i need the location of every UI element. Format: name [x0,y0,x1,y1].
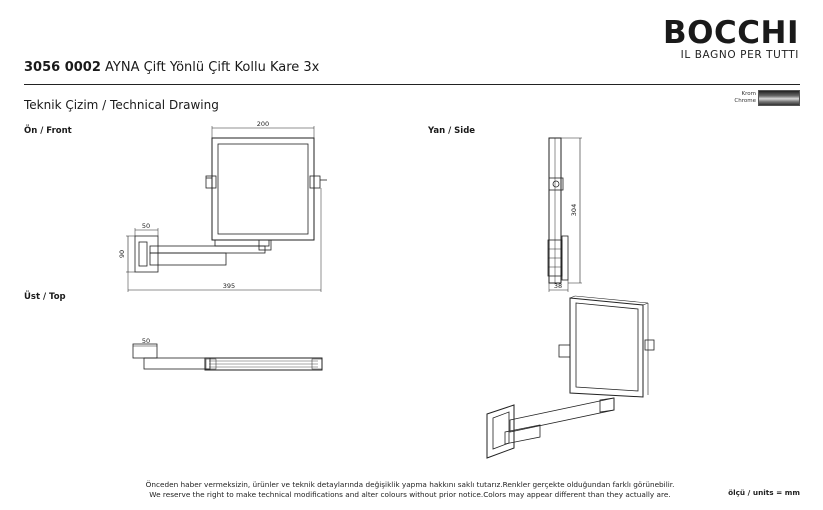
iso-pivot-left [559,345,570,357]
isometric-view-drawing [487,296,654,458]
dim-label-50-top: 50 [141,337,151,345]
product-code: 3056 0002 [24,60,101,75]
iso-mirror-glass [576,303,638,391]
front-wall-plate-inner [139,242,147,266]
dim-label-38: 38 [553,282,563,290]
iso-pivot-right [645,340,654,350]
front-mirror-frame [212,138,314,240]
front-view-label: Ön / Front [24,126,72,136]
brand-tagline: IL BAGNO PER TUTTI [680,49,799,61]
side-wall-plate [562,236,568,280]
units-note: ölçü / units = mm [728,488,800,497]
front-arm-joint [215,240,269,246]
front-arm-upper [150,246,265,253]
section-title: Teknik Çizim / Technical Drawing [24,98,219,112]
disclaimer-en: We reserve the right to make technical modifications and alter colours without prior notice.Colors may appear different than they actually are. [149,490,671,499]
dim-label-90: 90 [118,249,126,259]
top-view-label: Üst / Top [24,292,66,302]
front-mirror-glass [218,144,308,234]
iso-mirror-frame [570,298,643,397]
front-wall-plate [135,236,158,272]
disclaimer-tr: Önceden haber vermeksizin, ürünler ve teknik detaylarında değişiklik yapma hakkını saklı tutarız.Renkler gerçekte olduğundan farklı görünebilir. [145,480,675,489]
product-name: AYNA Çift Yönlü Çift Kollu Kare 3x [105,60,320,75]
dim-label-304: 304 [570,203,578,217]
top-arm [144,358,210,369]
iso-arm-hinge [600,398,614,412]
top-view-drawing [133,344,322,370]
front-pivot-right [310,176,320,188]
side-pivot-knob [553,181,559,187]
iso-arm-upper [510,398,614,432]
side-view-label: Yan / Side [428,126,476,136]
front-arm-lower [150,253,226,265]
finish-label-tr: Krom [741,91,756,97]
dim-label-200: 200 [256,120,270,128]
dim-label-395: 395 [222,282,236,290]
front-view-drawing [126,126,327,292]
finish-label-en: Chrome [734,98,756,104]
dim-label-50-front: 50 [141,222,151,230]
brand-name: BOCCHI [663,15,799,51]
disclaimer [90,480,730,500]
